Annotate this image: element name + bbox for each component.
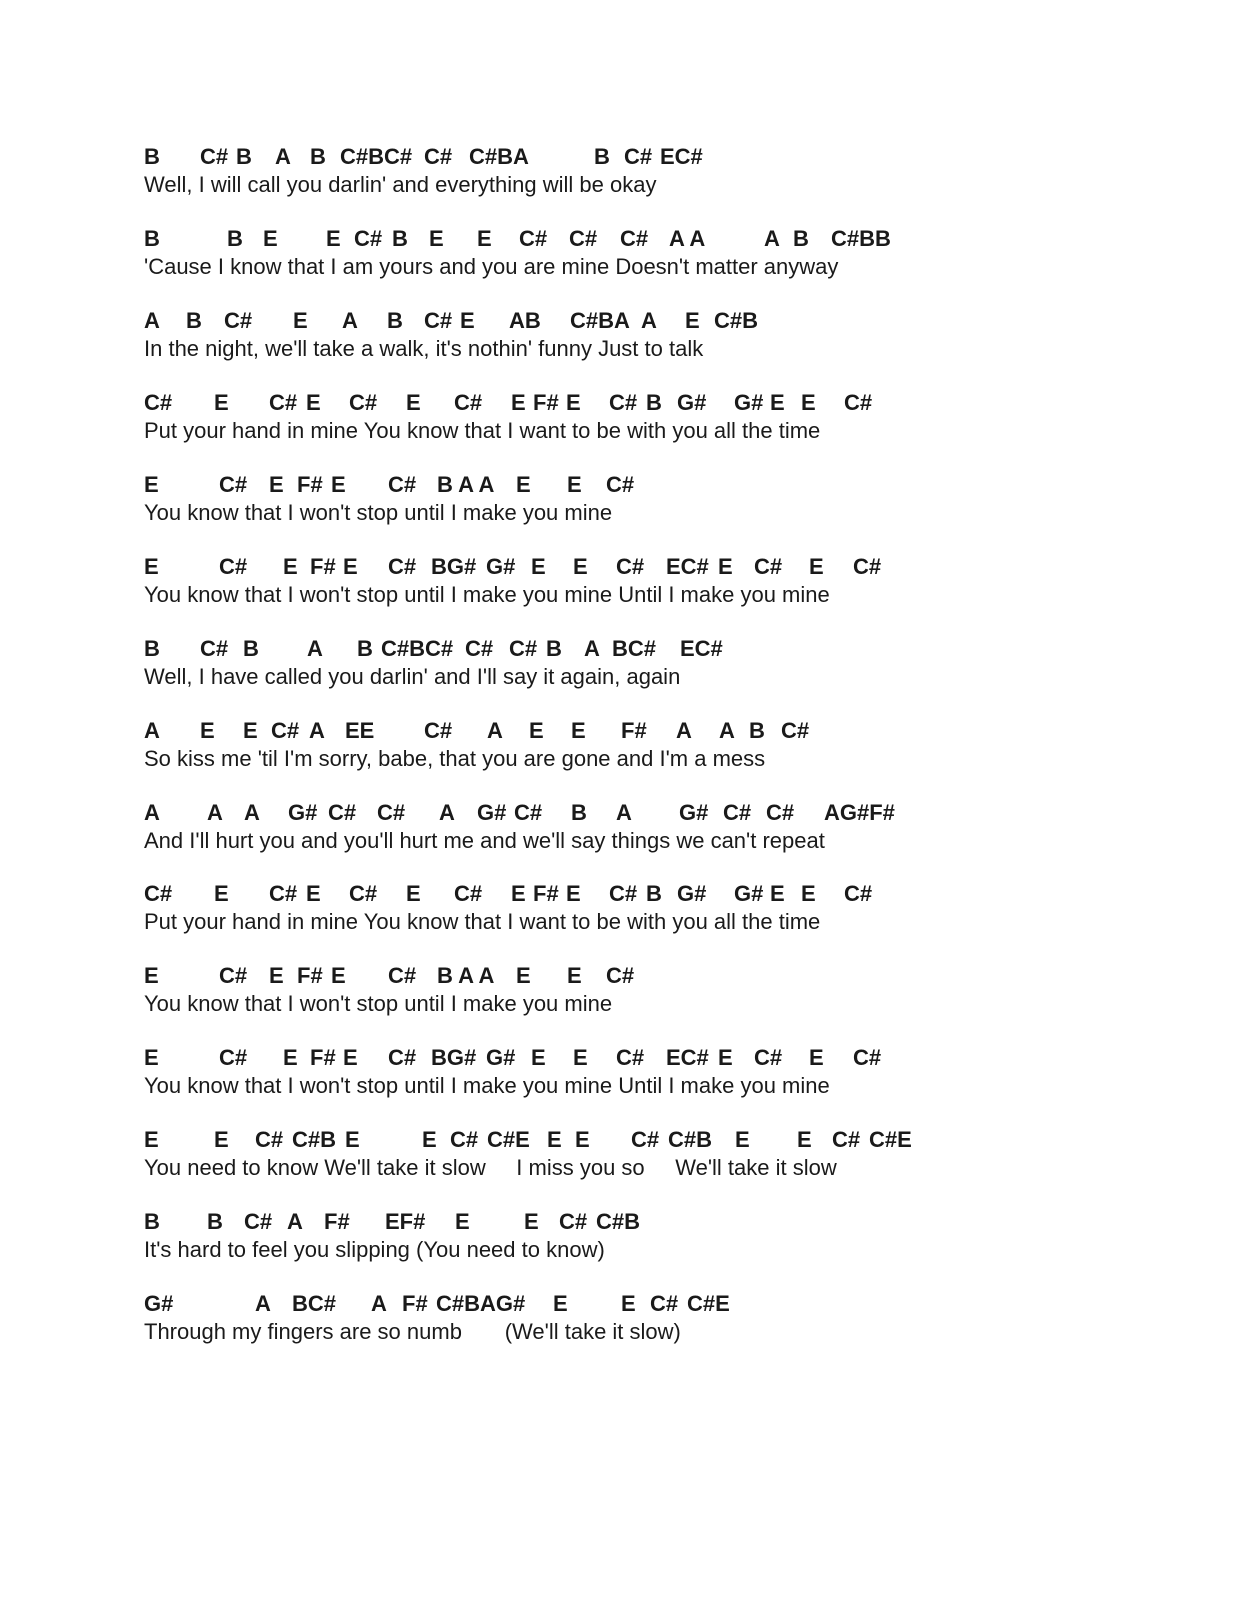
note-label: E (531, 554, 546, 579)
lyric-line: Put your hand in mine You know that I want to be with you all the time (144, 909, 821, 934)
note-label: E (200, 718, 215, 743)
note-label: G# (677, 881, 707, 906)
note-label: C# (559, 1209, 588, 1234)
note-label: C# (844, 881, 873, 906)
note-row (144, 308, 1144, 334)
note-label: C# (454, 881, 483, 906)
note-label: C# (624, 144, 653, 169)
verse-line-block (144, 226, 1144, 286)
note-label: G# (486, 554, 516, 579)
note-label: C# (606, 472, 635, 497)
note-label: A (287, 1209, 303, 1234)
note-label: C# (219, 1045, 248, 1070)
note-label: C# (609, 881, 638, 906)
note-label: G# (734, 390, 764, 415)
note-label: E (516, 472, 531, 497)
note-row (144, 636, 1144, 662)
note-label: G# (477, 800, 507, 825)
note-label: E (531, 1045, 546, 1070)
note-label: C# (650, 1291, 679, 1316)
note-label: F# (297, 472, 323, 497)
note-label: C#B (668, 1127, 713, 1152)
note-label: C# (219, 472, 248, 497)
lyric-line: It's hard to feel you slipping (You need to know) (144, 1237, 605, 1262)
note-row (144, 1045, 1144, 1071)
note-label: C# (349, 390, 378, 415)
note-label: G# (288, 800, 318, 825)
note-label: E (573, 554, 588, 579)
note-label: C# (631, 1127, 660, 1152)
lyric-line: You know that I won't stop until I make you mine (144, 991, 613, 1016)
note-label: F# (324, 1209, 350, 1234)
note-row (144, 1209, 1144, 1235)
note-label: EC# (660, 144, 703, 169)
note-label: A (371, 1291, 387, 1316)
note-label: F# (621, 718, 647, 743)
note-label: E (566, 390, 581, 415)
lyric-line: You need to know We'll take it slow I miss you so We'll take it slow (144, 1155, 837, 1180)
note-label: A (244, 800, 260, 825)
verse-line-block (144, 1209, 1144, 1269)
note-label: E (809, 554, 824, 579)
lyric-line: In the night, we'll take a walk, it's nothin' funny Just to talk (144, 336, 704, 361)
note-label: E (511, 881, 526, 906)
note-label: E (214, 881, 229, 906)
verse-line-block (144, 800, 1144, 860)
lyric-line: 'Cause I know that I am yours and you are mine Doesn't matter anyway (144, 254, 839, 279)
note-row (144, 390, 1144, 416)
verse-line-block (144, 472, 1144, 532)
note-label: AB (509, 308, 541, 333)
note-label: F# (297, 963, 323, 988)
note-label: E (477, 226, 492, 251)
note-label: G# (486, 1045, 516, 1070)
verse-line-block (144, 390, 1144, 450)
note-label: C# (450, 1127, 479, 1152)
note-label: C#BA (570, 308, 630, 333)
verse-line-block (144, 1291, 1144, 1351)
note-label: E (269, 963, 284, 988)
note-label: G# (677, 390, 707, 415)
note-label: A (307, 636, 323, 661)
note-label: C# (616, 554, 645, 579)
note-label: E (735, 1127, 750, 1152)
note-label: C# (723, 800, 752, 825)
note-label: C# (269, 881, 298, 906)
note-label: C# (244, 1209, 273, 1234)
note-label: G# (734, 881, 764, 906)
note-label: C# (144, 881, 173, 906)
note-label: A (309, 718, 325, 743)
note-label: BG# (431, 1045, 477, 1070)
note-label: E (718, 1045, 733, 1070)
note-label: F# (310, 1045, 336, 1070)
note-label: E (283, 554, 298, 579)
note-label: C# (766, 800, 795, 825)
note-label: C# (388, 1045, 417, 1070)
note-label: F# (310, 554, 336, 579)
note-label: E (770, 390, 785, 415)
note-row (144, 800, 1144, 826)
note-label: B A A (437, 472, 495, 497)
note-label: E (406, 881, 421, 906)
note-label: G# (679, 800, 709, 825)
verse-line-block (144, 1045, 1144, 1105)
note-label: C# (424, 144, 453, 169)
lyric-line: You know that I won't stop until I make you mine Until I make you mine (144, 1073, 830, 1098)
note-label: E (621, 1291, 636, 1316)
verse-line-block (144, 718, 1144, 778)
note-label: C# (606, 963, 635, 988)
note-label: E (214, 1127, 229, 1152)
note-label: C#B (292, 1127, 337, 1152)
note-row (144, 881, 1144, 907)
note-label: B (749, 718, 765, 743)
note-label: C# (224, 308, 253, 333)
note-label: A (487, 718, 503, 743)
note-label: C# (609, 390, 638, 415)
note-label: B (357, 636, 373, 661)
note-label: B (594, 144, 610, 169)
note-label: C#E (687, 1291, 730, 1316)
note-label: E (293, 308, 308, 333)
note-label: E (144, 554, 159, 579)
note-label: B (793, 226, 809, 251)
note-label: C# (255, 1127, 284, 1152)
note-label: C#B (714, 308, 759, 333)
note-label: A (584, 636, 600, 661)
note-label: B (236, 144, 252, 169)
note-label: E (529, 718, 544, 743)
note-label: E (343, 554, 358, 579)
note-label: C# (219, 963, 248, 988)
note-label: BG# (431, 554, 477, 579)
note-label: AG#F# (824, 800, 895, 825)
note-label: E (566, 881, 581, 906)
note-label: A (144, 800, 160, 825)
note-label: EF# (385, 1209, 426, 1234)
note-label: C# (853, 1045, 882, 1070)
note-label: E (214, 390, 229, 415)
note-row (144, 963, 1144, 989)
note-label: E (326, 226, 341, 251)
note-label: B (186, 308, 202, 333)
note-label: C# (424, 308, 453, 333)
note-row (144, 472, 1144, 498)
verse-line-block (144, 881, 1144, 941)
note-label: A (616, 800, 632, 825)
note-label: C# (271, 718, 300, 743)
note-label: E (801, 390, 816, 415)
note-label: A (719, 718, 735, 743)
note-label: C# (754, 1045, 783, 1070)
note-label: E (144, 1127, 159, 1152)
note-label: C# (465, 636, 494, 661)
note-label: B (646, 390, 662, 415)
note-label: C#E (869, 1127, 912, 1152)
note-label: C# (328, 800, 357, 825)
note-label: C# (620, 226, 649, 251)
note-label: E (422, 1127, 437, 1152)
note-label: E (345, 1127, 360, 1152)
note-label: A (144, 308, 160, 333)
note-label: C# (144, 390, 173, 415)
note-label: E (567, 472, 582, 497)
note-label: A (676, 718, 692, 743)
note-label: E (547, 1127, 562, 1152)
note-label: E (460, 308, 475, 333)
note-label: C#B (596, 1209, 641, 1234)
note-label: E (283, 1045, 298, 1070)
note-label: C# (754, 554, 783, 579)
verse-line-block (144, 144, 1144, 204)
note-label: E (306, 390, 321, 415)
note-label: C# (519, 226, 548, 251)
lyric-line: Put your hand in mine You know that I want to be with you all the time (144, 418, 821, 443)
note-label: E (567, 963, 582, 988)
note-label: E (797, 1127, 812, 1152)
note-label: EC# (666, 554, 709, 579)
note-label: B (571, 800, 587, 825)
note-label: EE (345, 718, 375, 743)
note-label: C# (388, 472, 417, 497)
note-label: C# (424, 718, 453, 743)
note-label: C#E (487, 1127, 530, 1152)
note-label: EC# (666, 1045, 709, 1070)
note-label: E (269, 472, 284, 497)
note-label: B (144, 636, 160, 661)
note-label: B (387, 308, 403, 333)
note-label: A (764, 226, 780, 251)
note-label: E (770, 881, 785, 906)
lyric-line: And I'll hurt you and you'll hurt me and we'll say things we can't repeat (144, 828, 825, 853)
note-label: C# (514, 800, 543, 825)
note-row (144, 1127, 1144, 1153)
note-label: B (646, 881, 662, 906)
verse-line-block (144, 963, 1144, 1023)
note-row (144, 554, 1144, 580)
note-label: C#BC# (340, 144, 413, 169)
note-label: C# (454, 390, 483, 415)
note-label: E (575, 1127, 590, 1152)
note-label: B (207, 1209, 223, 1234)
note-label: E (144, 1045, 159, 1070)
note-label: E (516, 963, 531, 988)
note-label: E (406, 390, 421, 415)
note-label: A (255, 1291, 271, 1316)
note-label: E (809, 1045, 824, 1070)
note-label: C#BC# (381, 636, 454, 661)
lyric-line: You know that I won't stop until I make you mine Until I make you mine (144, 582, 830, 607)
note-label: E (144, 472, 159, 497)
note-label: B (546, 636, 562, 661)
note-label: E (331, 963, 346, 988)
note-label: E (718, 554, 733, 579)
note-label: E (263, 226, 278, 251)
note-label: C#BA (469, 144, 529, 169)
note-label: E (571, 718, 586, 743)
note-row (144, 144, 1144, 170)
note-row (144, 718, 1144, 744)
note-label: E (511, 390, 526, 415)
note-label: C# (200, 636, 229, 661)
note-label: E (524, 1209, 539, 1234)
note-label: C# (853, 554, 882, 579)
note-label: F# (533, 881, 559, 906)
note-label: E (144, 963, 159, 988)
note-label: B (392, 226, 408, 251)
note-label: C# (616, 1045, 645, 1070)
note-label: B (144, 226, 160, 251)
note-label: E (331, 472, 346, 497)
note-label: A (439, 800, 455, 825)
note-label: A (641, 308, 657, 333)
note-label: C# (569, 226, 598, 251)
verse-line-block (144, 636, 1144, 696)
note-label: C# (349, 881, 378, 906)
note-label: E (553, 1291, 568, 1316)
note-label: C# (832, 1127, 861, 1152)
verse-line-block (144, 308, 1144, 368)
note-label: B (144, 144, 160, 169)
note-row (144, 1291, 1144, 1317)
note-label: F# (533, 390, 559, 415)
note-label: C# (377, 800, 406, 825)
note-label: B A A (437, 963, 495, 988)
note-label: C# (388, 963, 417, 988)
note-label: C#BB (831, 226, 891, 251)
note-label: B (144, 1209, 160, 1234)
note-label: C# (200, 144, 229, 169)
note-label: A (342, 308, 358, 333)
lyric-line: You know that I won't stop until I make you mine (144, 500, 613, 525)
note-label: A (144, 718, 160, 743)
verse-line-block (144, 1127, 1144, 1187)
note-label: E (573, 1045, 588, 1070)
note-label: EC# (680, 636, 723, 661)
note-label: F# (402, 1291, 428, 1316)
note-label: E (343, 1045, 358, 1070)
note-label: G# (144, 1291, 174, 1316)
note-label: A A (669, 226, 706, 251)
note-label: C#BAG# (436, 1291, 526, 1316)
note-label: E (429, 226, 444, 251)
note-label: C# (844, 390, 873, 415)
lyric-line: So kiss me 'til I'm sorry, babe, that you are gone and I'm a mess (144, 746, 766, 771)
note-label: C# (219, 554, 248, 579)
note-label: BC# (612, 636, 657, 661)
note-label: E (685, 308, 700, 333)
note-label: E (243, 718, 258, 743)
note-label: B (310, 144, 326, 169)
note-row (144, 226, 1144, 252)
lyric-line: Well, I have called you darlin' and I'll say it again, again (144, 664, 681, 689)
note-label: A (207, 800, 223, 825)
verse-line-block (144, 554, 1144, 614)
lyric-line: Well, I will call you darlin' and everything will be okay (144, 172, 657, 197)
note-label: C# (269, 390, 298, 415)
lyric-line: Through my fingers are so numb (We'll take it slow) (144, 1319, 681, 1344)
note-label: C# (781, 718, 810, 743)
note-label: B (227, 226, 243, 251)
note-label: C# (388, 554, 417, 579)
note-label: C# (354, 226, 383, 251)
note-label: E (801, 881, 816, 906)
note-label: E (455, 1209, 470, 1234)
note-label: B (243, 636, 259, 661)
note-label: BC# (292, 1291, 337, 1316)
note-label: C# (509, 636, 538, 661)
note-label: A (275, 144, 291, 169)
note-label: E (306, 881, 321, 906)
